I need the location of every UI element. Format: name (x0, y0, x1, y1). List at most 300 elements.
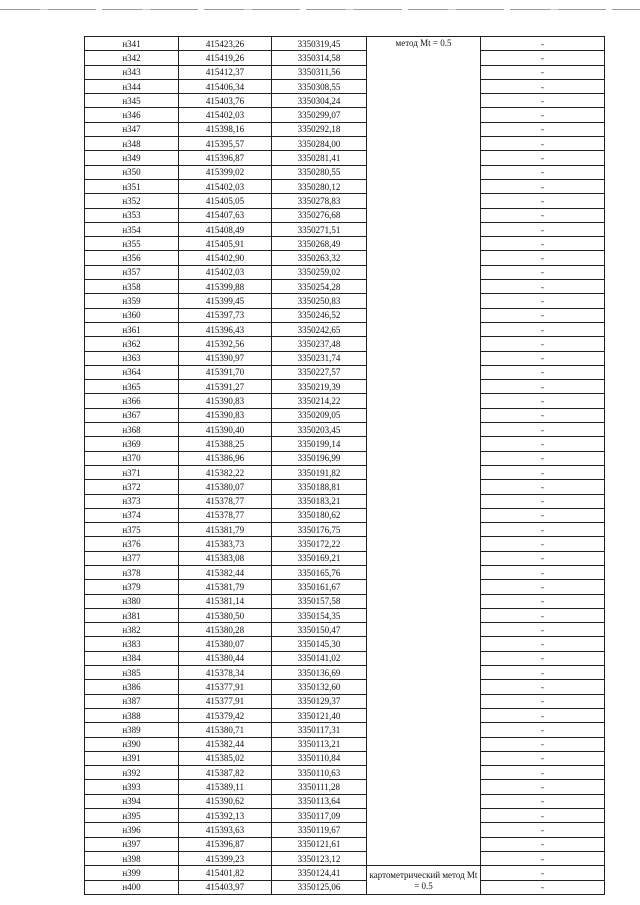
y-coordinate-cell: 3350113,21 (272, 737, 367, 751)
y-coordinate-cell: 3350169,21 (272, 551, 367, 565)
point-cell: н387 (85, 694, 179, 708)
mark-cell: - (481, 423, 605, 437)
y-coordinate-cell: 3350263,32 (272, 251, 367, 265)
y-coordinate-cell: 3350121,40 (272, 708, 367, 722)
x-coordinate-cell: 415392,56 (179, 337, 272, 351)
y-coordinate-cell: 3350117,31 (272, 723, 367, 737)
mark-cell: - (481, 237, 605, 251)
x-coordinate-cell: 415381,14 (179, 594, 272, 608)
x-coordinate-cell: 415391,27 (179, 380, 272, 394)
mark-cell: - (481, 880, 605, 894)
point-cell: н388 (85, 708, 179, 722)
y-coordinate-cell: 3350188,81 (272, 480, 367, 494)
y-coordinate-cell: 3350246,52 (272, 308, 367, 322)
point-cell: н397 (85, 837, 179, 851)
mark-cell: - (481, 365, 605, 379)
table-row (85, 551, 605, 565)
x-coordinate-cell: 415377,91 (179, 680, 272, 694)
mark-cell: - (481, 451, 605, 465)
table-row (85, 179, 605, 193)
point-cell: н368 (85, 423, 179, 437)
y-coordinate-cell: 3350209,05 (272, 408, 367, 422)
table-row (85, 465, 605, 479)
x-coordinate-cell: 415396,87 (179, 837, 272, 851)
method-cell: картометрический метод Mt = 0.5 (367, 866, 481, 895)
mark-cell: - (481, 151, 605, 165)
table-row (85, 637, 605, 651)
table-row (85, 423, 605, 437)
table-row (85, 680, 605, 694)
x-coordinate-cell: 415378,34 (179, 666, 272, 680)
x-coordinate-cell: 415380,50 (179, 608, 272, 622)
point-cell: н395 (85, 809, 179, 823)
y-coordinate-cell: 3350157,58 (272, 594, 367, 608)
y-coordinate-cell: 3350180,62 (272, 508, 367, 522)
x-coordinate-cell: 415419,26 (179, 51, 272, 65)
y-coordinate-cell: 3350242,65 (272, 322, 367, 336)
y-coordinate-cell: 3350183,21 (272, 494, 367, 508)
y-coordinate-cell: 3350227,57 (272, 365, 367, 379)
y-coordinate-cell: 3350319,45 (272, 37, 367, 51)
point-cell: н362 (85, 337, 179, 351)
x-coordinate-cell: 415403,97 (179, 880, 272, 894)
table-row (85, 408, 605, 422)
x-coordinate-cell: 415393,63 (179, 823, 272, 837)
table-row (85, 708, 605, 722)
point-cell: н353 (85, 208, 179, 222)
point-cell: н373 (85, 494, 179, 508)
mark-cell: - (481, 222, 605, 236)
mark-cell: - (481, 623, 605, 637)
table-row (85, 751, 605, 765)
x-coordinate-cell: 415387,82 (179, 766, 272, 780)
table-row (85, 208, 605, 222)
mark-cell: - (481, 723, 605, 737)
y-coordinate-cell: 3350219,39 (272, 380, 367, 394)
mark-cell: - (481, 608, 605, 622)
point-cell: н385 (85, 666, 179, 680)
mark-cell: - (481, 408, 605, 422)
point-cell: н363 (85, 351, 179, 365)
mark-cell: - (481, 580, 605, 594)
point-cell: н352 (85, 194, 179, 208)
y-coordinate-cell: 3350196,99 (272, 451, 367, 465)
y-coordinate-cell: 3350250,83 (272, 294, 367, 308)
table-row (85, 94, 605, 108)
y-coordinate-cell: 3350304,24 (272, 94, 367, 108)
point-cell: н357 (85, 265, 179, 279)
x-coordinate-cell: 415399,23 (179, 851, 272, 865)
point-cell: н375 (85, 523, 179, 537)
mark-cell: - (481, 537, 605, 551)
x-coordinate-cell: 415399,88 (179, 280, 272, 294)
mark-cell: - (481, 337, 605, 351)
y-coordinate-cell: 3350124,41 (272, 866, 367, 880)
table-row (85, 122, 605, 136)
table-row (85, 794, 605, 808)
x-coordinate-cell: 415382,44 (179, 565, 272, 579)
mark-cell: - (481, 823, 605, 837)
point-cell: н389 (85, 723, 179, 737)
x-coordinate-cell: 415397,73 (179, 308, 272, 322)
table-row (85, 351, 605, 365)
x-coordinate-cell: 415383,08 (179, 551, 272, 565)
x-coordinate-cell: 415423,26 (179, 37, 272, 51)
table-row (85, 737, 605, 751)
table-row (85, 237, 605, 251)
point-cell: н377 (85, 551, 179, 565)
y-coordinate-cell: 3350119,67 (272, 823, 367, 837)
mark-cell: - (481, 751, 605, 765)
mark-cell: - (481, 866, 605, 880)
table-row (85, 165, 605, 179)
point-cell: н393 (85, 780, 179, 794)
y-coordinate-cell: 3350299,07 (272, 108, 367, 122)
y-coordinate-cell: 3350237,48 (272, 337, 367, 351)
point-cell: н398 (85, 851, 179, 865)
table-row (85, 394, 605, 408)
x-coordinate-cell: 415381,79 (179, 523, 272, 537)
point-cell: н347 (85, 122, 179, 136)
x-coordinate-cell: 415380,28 (179, 623, 272, 637)
table-row (85, 451, 605, 465)
x-coordinate-cell: 415380,71 (179, 723, 272, 737)
point-cell: н366 (85, 394, 179, 408)
x-coordinate-cell: 415412,37 (179, 65, 272, 79)
point-cell: н386 (85, 680, 179, 694)
y-coordinate-cell: 3350161,67 (272, 580, 367, 594)
x-coordinate-cell: 415406,34 (179, 79, 272, 93)
x-coordinate-cell: 415402,03 (179, 265, 272, 279)
point-cell: н369 (85, 437, 179, 451)
point-cell: н342 (85, 51, 179, 65)
point-cell: н360 (85, 308, 179, 322)
mark-cell: - (481, 251, 605, 265)
point-cell: н361 (85, 322, 179, 336)
coordinates-table-body (85, 37, 605, 895)
mark-cell: - (481, 666, 605, 680)
x-coordinate-cell: 415408,49 (179, 222, 272, 236)
point-cell: н349 (85, 151, 179, 165)
mark-cell: - (481, 137, 605, 151)
x-coordinate-cell: 415389,11 (179, 780, 272, 794)
x-coordinate-cell: 415399,02 (179, 165, 272, 179)
point-cell: н391 (85, 751, 179, 765)
table-row (85, 809, 605, 823)
table-row (85, 537, 605, 551)
table-row (85, 608, 605, 622)
table-row (85, 565, 605, 579)
y-coordinate-cell: 3350154,35 (272, 608, 367, 622)
mark-cell: - (481, 351, 605, 365)
point-cell: н367 (85, 408, 179, 422)
point-cell: н354 (85, 222, 179, 236)
x-coordinate-cell: 415405,91 (179, 237, 272, 251)
x-coordinate-cell: 415402,03 (179, 179, 272, 193)
y-coordinate-cell: 3350308,55 (272, 79, 367, 93)
y-coordinate-cell: 3350117,09 (272, 809, 367, 823)
table-row (85, 337, 605, 351)
mark-cell: - (481, 694, 605, 708)
table-row (85, 766, 605, 780)
table-row (85, 79, 605, 93)
mark-cell: - (481, 122, 605, 136)
mark-cell: - (481, 837, 605, 851)
y-coordinate-cell: 3350314,58 (272, 51, 367, 65)
y-coordinate-cell: 3350280,12 (272, 179, 367, 193)
table-row (85, 580, 605, 594)
y-coordinate-cell: 3350292,18 (272, 122, 367, 136)
mark-cell: - (481, 265, 605, 279)
x-coordinate-cell: 415391,70 (179, 365, 272, 379)
mark-cell: - (481, 208, 605, 222)
table-row (85, 280, 605, 294)
x-coordinate-cell: 415390,83 (179, 394, 272, 408)
point-cell: н364 (85, 365, 179, 379)
x-coordinate-cell: 415380,44 (179, 651, 272, 665)
x-coordinate-cell: 415380,07 (179, 637, 272, 651)
mark-cell: - (481, 51, 605, 65)
y-coordinate-cell: 3350145,30 (272, 637, 367, 651)
table-row (85, 222, 605, 236)
table-row (85, 437, 605, 451)
y-coordinate-cell: 3350165,76 (272, 565, 367, 579)
point-cell: н355 (85, 237, 179, 251)
mark-cell: - (481, 280, 605, 294)
point-cell: н378 (85, 565, 179, 579)
table-row (85, 294, 605, 308)
coordinates-table (84, 36, 605, 895)
mark-cell: - (481, 308, 605, 322)
point-cell: н390 (85, 737, 179, 751)
point-cell: н371 (85, 465, 179, 479)
mark-cell: - (481, 37, 605, 51)
x-coordinate-cell: 415405,05 (179, 194, 272, 208)
point-cell: н376 (85, 537, 179, 551)
mark-cell: - (481, 594, 605, 608)
point-cell: н396 (85, 823, 179, 837)
mark-cell: - (481, 794, 605, 808)
x-coordinate-cell: 415390,83 (179, 408, 272, 422)
mark-cell: - (481, 165, 605, 179)
y-coordinate-cell: 3350110,63 (272, 766, 367, 780)
mark-cell: - (481, 194, 605, 208)
point-cell: н341 (85, 37, 179, 51)
table-row (85, 65, 605, 79)
y-coordinate-cell: 3350111,28 (272, 780, 367, 794)
table-row (85, 380, 605, 394)
y-coordinate-cell: 3350284,00 (272, 137, 367, 151)
mark-cell: - (481, 851, 605, 865)
table-row (85, 666, 605, 680)
table-row (85, 137, 605, 151)
y-coordinate-cell: 3350203,45 (272, 423, 367, 437)
mark-cell: - (481, 294, 605, 308)
y-coordinate-cell: 3350271,51 (272, 222, 367, 236)
x-coordinate-cell: 415378,77 (179, 494, 272, 508)
y-coordinate-cell: 3350123,12 (272, 851, 367, 865)
mark-cell: - (481, 737, 605, 751)
y-coordinate-cell: 3350281,41 (272, 151, 367, 165)
mark-cell: - (481, 79, 605, 93)
y-coordinate-cell: 3350141,02 (272, 651, 367, 665)
y-coordinate-cell: 3350113,64 (272, 794, 367, 808)
x-coordinate-cell: 415386,96 (179, 451, 272, 465)
mark-cell: - (481, 508, 605, 522)
x-coordinate-cell: 415385,02 (179, 751, 272, 765)
point-cell: н348 (85, 137, 179, 151)
mark-cell: - (481, 780, 605, 794)
y-coordinate-cell: 3350311,56 (272, 65, 367, 79)
point-cell: н351 (85, 179, 179, 193)
x-coordinate-cell: 415388,25 (179, 437, 272, 451)
table-row (85, 308, 605, 322)
point-cell: н346 (85, 108, 179, 122)
table-row (85, 723, 605, 737)
table-row (85, 694, 605, 708)
y-coordinate-cell: 3350276,68 (272, 208, 367, 222)
x-coordinate-cell: 415402,90 (179, 251, 272, 265)
point-cell: н399 (85, 866, 179, 880)
y-coordinate-cell: 3350121,61 (272, 837, 367, 851)
x-coordinate-cell: 415398,16 (179, 122, 272, 136)
point-cell: н374 (85, 508, 179, 522)
mark-cell: - (481, 465, 605, 479)
point-cell: н344 (85, 79, 179, 93)
mark-cell: - (481, 322, 605, 336)
x-coordinate-cell: 415399,45 (179, 294, 272, 308)
y-coordinate-cell: 3350214,22 (272, 394, 367, 408)
table-row (85, 194, 605, 208)
y-coordinate-cell: 3350268,49 (272, 237, 367, 251)
mark-cell: - (481, 809, 605, 823)
mark-cell: - (481, 480, 605, 494)
point-cell: н370 (85, 451, 179, 465)
y-coordinate-cell: 3350132,60 (272, 680, 367, 694)
table-row (85, 780, 605, 794)
mark-cell: - (481, 394, 605, 408)
table-row (85, 37, 605, 51)
x-coordinate-cell: 415395,57 (179, 137, 272, 151)
table-row (85, 866, 605, 880)
mark-cell: - (481, 437, 605, 451)
table-row (85, 837, 605, 851)
mark-cell: - (481, 108, 605, 122)
point-cell: н392 (85, 766, 179, 780)
method-cell: метод Mt = 0.5 (367, 37, 481, 866)
table-row (85, 108, 605, 122)
table-row (85, 51, 605, 65)
table-row (85, 594, 605, 608)
mark-cell: - (481, 380, 605, 394)
table-row (85, 508, 605, 522)
x-coordinate-cell: 415396,43 (179, 322, 272, 336)
x-coordinate-cell: 415396,87 (179, 151, 272, 165)
y-coordinate-cell: 3350231,74 (272, 351, 367, 365)
point-cell: н383 (85, 637, 179, 651)
point-cell: н359 (85, 294, 179, 308)
y-coordinate-cell: 3350125,06 (272, 880, 367, 894)
point-cell: н356 (85, 251, 179, 265)
y-coordinate-cell: 3350191,82 (272, 465, 367, 479)
y-coordinate-cell: 3350110,84 (272, 751, 367, 765)
table-row (85, 623, 605, 637)
y-coordinate-cell: 3350259,02 (272, 265, 367, 279)
point-cell: н394 (85, 794, 179, 808)
x-coordinate-cell: 415378,77 (179, 508, 272, 522)
point-cell: н400 (85, 880, 179, 894)
table-row (85, 823, 605, 837)
mark-cell: - (481, 551, 605, 565)
x-coordinate-cell: 415403,76 (179, 94, 272, 108)
y-coordinate-cell: 3350176,75 (272, 523, 367, 537)
x-coordinate-cell: 415382,44 (179, 737, 272, 751)
mark-cell: - (481, 680, 605, 694)
mark-cell: - (481, 637, 605, 651)
x-coordinate-cell: 415383,73 (179, 537, 272, 551)
x-coordinate-cell: 415379,42 (179, 708, 272, 722)
table-row (85, 365, 605, 379)
table-row (85, 651, 605, 665)
point-cell: н365 (85, 380, 179, 394)
y-coordinate-cell: 3350150,47 (272, 623, 367, 637)
point-cell: н380 (85, 594, 179, 608)
x-coordinate-cell: 415390,97 (179, 351, 272, 365)
table-row (85, 251, 605, 265)
y-coordinate-cell: 3350254,28 (272, 280, 367, 294)
mark-cell: - (481, 766, 605, 780)
x-coordinate-cell: 415382,22 (179, 465, 272, 479)
x-coordinate-cell: 415377,91 (179, 694, 272, 708)
x-coordinate-cell: 415401,82 (179, 866, 272, 880)
mark-cell: - (481, 65, 605, 79)
y-coordinate-cell: 3350172,22 (272, 537, 367, 551)
point-cell: н381 (85, 608, 179, 622)
point-cell: н358 (85, 280, 179, 294)
y-coordinate-cell: 3350136,69 (272, 666, 367, 680)
point-cell: н379 (85, 580, 179, 594)
point-cell: н382 (85, 623, 179, 637)
mark-cell: - (481, 179, 605, 193)
y-coordinate-cell: 3350278,83 (272, 194, 367, 208)
mark-cell: - (481, 565, 605, 579)
point-cell: н345 (85, 94, 179, 108)
point-cell: н343 (85, 65, 179, 79)
y-coordinate-cell: 3350280,55 (272, 165, 367, 179)
mark-cell: - (481, 708, 605, 722)
point-cell: н372 (85, 480, 179, 494)
x-coordinate-cell: 415392,13 (179, 809, 272, 823)
table-row (85, 880, 605, 894)
y-coordinate-cell: 3350199,14 (272, 437, 367, 451)
point-cell: н384 (85, 651, 179, 665)
table-row (85, 851, 605, 865)
point-cell: н350 (85, 165, 179, 179)
table-row (85, 322, 605, 336)
x-coordinate-cell: 415402,03 (179, 108, 272, 122)
table-row (85, 523, 605, 537)
table-row (85, 265, 605, 279)
x-coordinate-cell: 415390,40 (179, 423, 272, 437)
table-row (85, 151, 605, 165)
x-coordinate-cell: 415407,63 (179, 208, 272, 222)
mark-cell: - (481, 651, 605, 665)
table-row (85, 480, 605, 494)
mark-cell: - (481, 523, 605, 537)
mark-cell: - (481, 494, 605, 508)
x-coordinate-cell: 415381,79 (179, 580, 272, 594)
mark-cell: - (481, 94, 605, 108)
